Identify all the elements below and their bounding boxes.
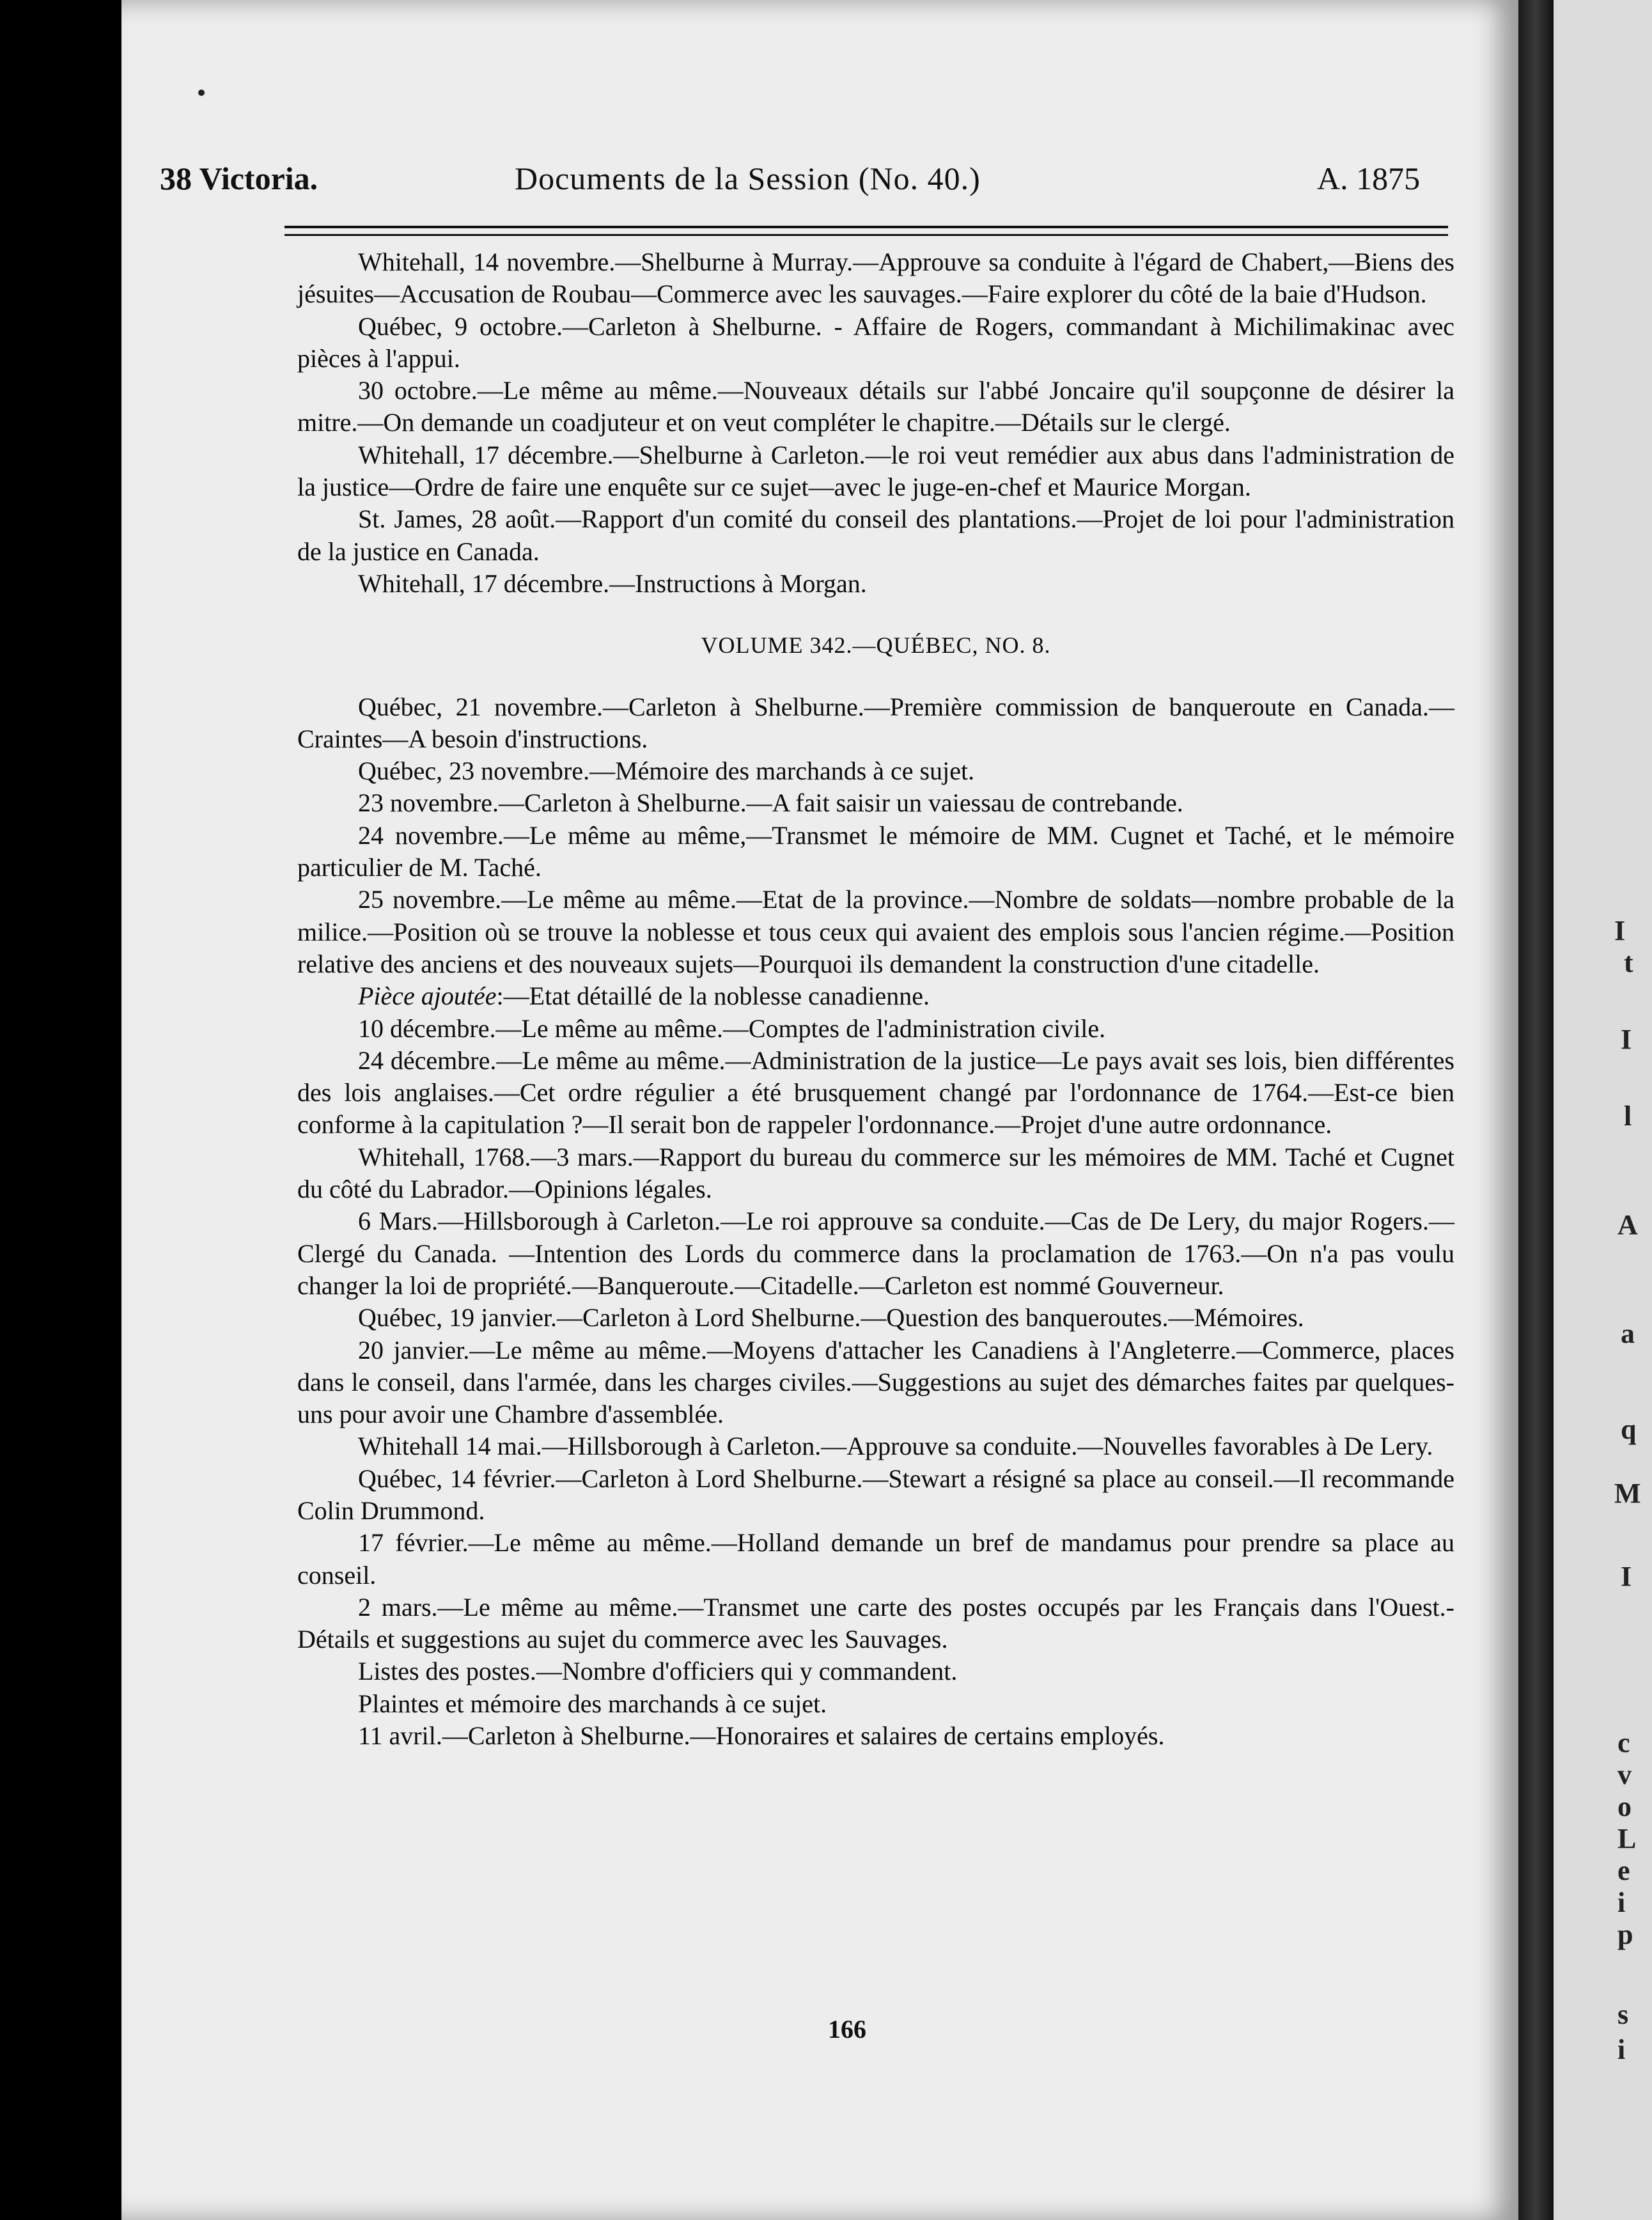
facing-fragment: q [1621, 1414, 1637, 1445]
volume-heading: VOLUME 342.—QUÉBEC, NO. 8. [701, 632, 1051, 659]
entry-paragraph [297, 568, 1454, 600]
entry-text: 6 Mars.—Hillsborough à Carleton.—Le roi approuve sa conduite.—Cas de De Lery, du major Rogers.—Clergé du Canada. —Intention des Lords du commerce dans la proclamation de 1763.—On n'a pas voulu changer la loi de propriété.—Banqueroute.—Citadelle.—Carleton est nommé Gouverneur. [297, 1207, 1454, 1300]
facing-fragment: l [1624, 1100, 1632, 1132]
facing-fragment: o [1617, 1791, 1632, 1822]
header-rule-thick [284, 226, 1448, 228]
facing-page [1554, 0, 1652, 2220]
header-year: A. 1875 [1317, 160, 1421, 196]
page-number: 166 [828, 2015, 866, 2044]
entry-paragraph [297, 1334, 1454, 1431]
entry-text: 17 février.—Le même au même.—Holland demande un bref [358, 1528, 1025, 1558]
entry-text: Québec, 14 février.—Carleton à Lord Shelburne.—Stewart a résigné sa place au conseil.—Il recommande Colin Drummond. [297, 1464, 1454, 1525]
entry-paragraph [297, 503, 1454, 568]
entry-paragraph [297, 1720, 1454, 1752]
header-title: Documents de la Session (No. 40.) [515, 160, 981, 196]
facing-fragment: M [1614, 1478, 1641, 1509]
entry-paragraph [297, 1430, 1454, 1462]
facing-fragment: i [1617, 1887, 1626, 1918]
entry-text: Pièce ajoutée [358, 981, 497, 1011]
facing-fragment: I [1614, 915, 1626, 946]
entry-text: Québec, 21 novembre.—Carleton à Shelburne.—Première commission de banqueroute en Canada.—Craintes—A besoin d'instructions. [297, 692, 1454, 753]
facing-fragment: a [1621, 1318, 1635, 1349]
entry-text: Whitehall 14 mai.—Hillsborough à Carleton.—Approuve sa conduite.—Nouvelles favorables à De Lery. [358, 1432, 1433, 1461]
entry-paragraph [297, 1013, 1454, 1045]
entry-paragraph [297, 1141, 1454, 1206]
entry-text: Whitehall, 14 novembre.—Shelburne à Murray.—Approuve sa conduite à l'égard de Chabert,—Biens des jésuites—Accusation de Roubau—Commerce avec les sauvages.—Faire explorer du côté de la baie d'Hudson. [297, 247, 1454, 309]
entry-text: 24 novembre.—Le même au même,—Transmet le mémoire de MM. Cugnet et Taché, et le mémoire particulier de M. Taché. [297, 820, 1454, 882]
header-regnal-year: 38 Victoria. [160, 160, 318, 196]
entry-text: Québec, 23 novembre.—Mémoire des marchands à ce sujet. [358, 756, 975, 786]
facing-fragment: p [1617, 1919, 1633, 1950]
running-header [160, 153, 1458, 205]
entry-text: 2 mars.—Le même au même.—Transmet une carte des postes occupés par les Français dans l'Ouest.-Détails et suggestions au sujet du commerce avec les Sauvages. [297, 1592, 1454, 1654]
book-spine [1518, 0, 1554, 2220]
entry-text: St. James, 28 août.—Rapport d'un comité du conseil des plantations.—Projet de loi pour l'administration de la justice en Canada. [297, 504, 1454, 566]
entry-text: 20 janvier.—Le même au même.—Moyens d'attacher les Canadiens à l'Angleterre.—Commerce, places dans le conseil, dans l'armée, dans les charges civiles.—Suggestions au sujet des démarches faites par quelques-uns pour avoir une Chambre d'assemblée. [297, 1335, 1454, 1429]
entry-text: 25 novembre.—Le même au même.—Etat de la province.—Nombre de soldats—nombre probable de la milice.—Position où se trouve la noblesse et tous ceux qui avaient des emplois sous l'ancien régime.—Position relative des anciens et des nouveaux sujets—Pourquoi ils demandent la construction d'une citadelle. [297, 885, 1454, 978]
entry-paragraph [297, 820, 1454, 884]
entry-text: 23 novembre.—Carleton à Shelburne.—A fait saisir un vaiessau de contrebande. [358, 788, 1183, 818]
entry-text: Québec, 9 octobre.—Carleton à Shelburne. - Affaire de Rogers, commandant à Michilimakinac avec pièces à l'appui. [297, 311, 1454, 373]
ink-speck [198, 90, 205, 96]
entry-paragraph [297, 884, 1454, 980]
entry-paragraph [297, 1302, 1454, 1334]
facing-fragment: i [1617, 2034, 1626, 2065]
entry-text: Plaintes et mémoire des marchands à ce sujet. [358, 1689, 827, 1718]
entry-text: 24 décembre.—Le même au même.—Administration de la justice—Le pays avait ses lois, bien différentes des lois anglaises.—Cet ordre régulier a été brusquement changé par l'ordonnance de 1764.—Est-ce bien conforme à la capitulation ?—Il serait bon de rappeler l'ordonnance.—Projet d'une autre ordonnance. [297, 1045, 1454, 1139]
entry-paragraph [297, 375, 1454, 439]
facing-fragment: t [1624, 947, 1633, 978]
entry-paragraph [297, 691, 1454, 756]
entry-text: pour prendre sa place au conseil. [297, 1528, 1454, 1590]
entry-paragraph [297, 980, 1454, 1012]
entry-paragraph [297, 1045, 1454, 1141]
entry-paragraph [297, 1655, 1454, 1687]
entry-paragraph [297, 1591, 1454, 1656]
header-rule-thin [284, 234, 1448, 236]
entry-text: Whitehall, 17 décembre.—Instructions à Morgan. [358, 568, 867, 598]
entry-paragraph [297, 439, 1454, 504]
entry-paragraph [297, 311, 1454, 375]
facing-fragment: s [1617, 1999, 1629, 2030]
facing-fragment: L [1617, 1823, 1637, 1854]
facing-fragment: e [1617, 1855, 1630, 1886]
entry-text: :—Etat détaillé de la noblesse canadienne. [496, 981, 930, 1011]
entry-paragraph [297, 1205, 1454, 1302]
facing-fragment: c [1617, 1727, 1630, 1758]
entry-text: Québec, 19 janvier.—Carleton à Lord Shelburne.—Question des banqueroutes.—Mémoires. [358, 1303, 1304, 1333]
entry-text: 30 octobre.—Le même au même.—Nouveaux détails sur l'abbé Joncaire qu'il soupçonne de désirer la mitre.—On demande un coadjuteur et on veut compléter le chapitre.—Détails sur le clergé. [297, 376, 1454, 437]
entry-paragraph [297, 755, 1454, 787]
entry-text: Listes des postes.—Nombre d'officiers qui y commandent. [358, 1657, 958, 1686]
entry-text: 10 décembre.—Le même au même.—Comptes de l'administration civile. [358, 1013, 1106, 1043]
entry-text: Whitehall, 1768.—3 mars.—Rapport du bureau du commerce sur les mémoires de MM. Taché et Cugnet du côté du Labrador.—Opinions légales. [297, 1142, 1454, 1204]
facing-fragment: v [1617, 1759, 1632, 1790]
entry-paragraph [297, 246, 1454, 311]
entry-text: Whitehall, 17 décembre.—Shelburne à Carleton.—le roi veut remédier aux abus dans l'administration de la justice—Ordre de faire une enquête sur ce sujet—avec le juge-en-chef et Maurice Morgan. [297, 440, 1454, 502]
entry-text: 11 avril.—Carleton à Shelburne.—Honoraires et salaires de certains employés. [358, 1721, 1165, 1751]
facing-fragment: I [1621, 1561, 1632, 1592]
document-body [297, 246, 1454, 1752]
entry-paragraph [297, 1463, 1454, 1528]
entry-paragraph [297, 787, 1454, 819]
entry-text: de mandamus [1025, 1528, 1172, 1558]
facing-fragment: A [1617, 1209, 1638, 1240]
entry-paragraph [297, 1688, 1454, 1720]
facing-fragment: I [1621, 1024, 1632, 1055]
entry-paragraph [297, 1527, 1454, 1591]
